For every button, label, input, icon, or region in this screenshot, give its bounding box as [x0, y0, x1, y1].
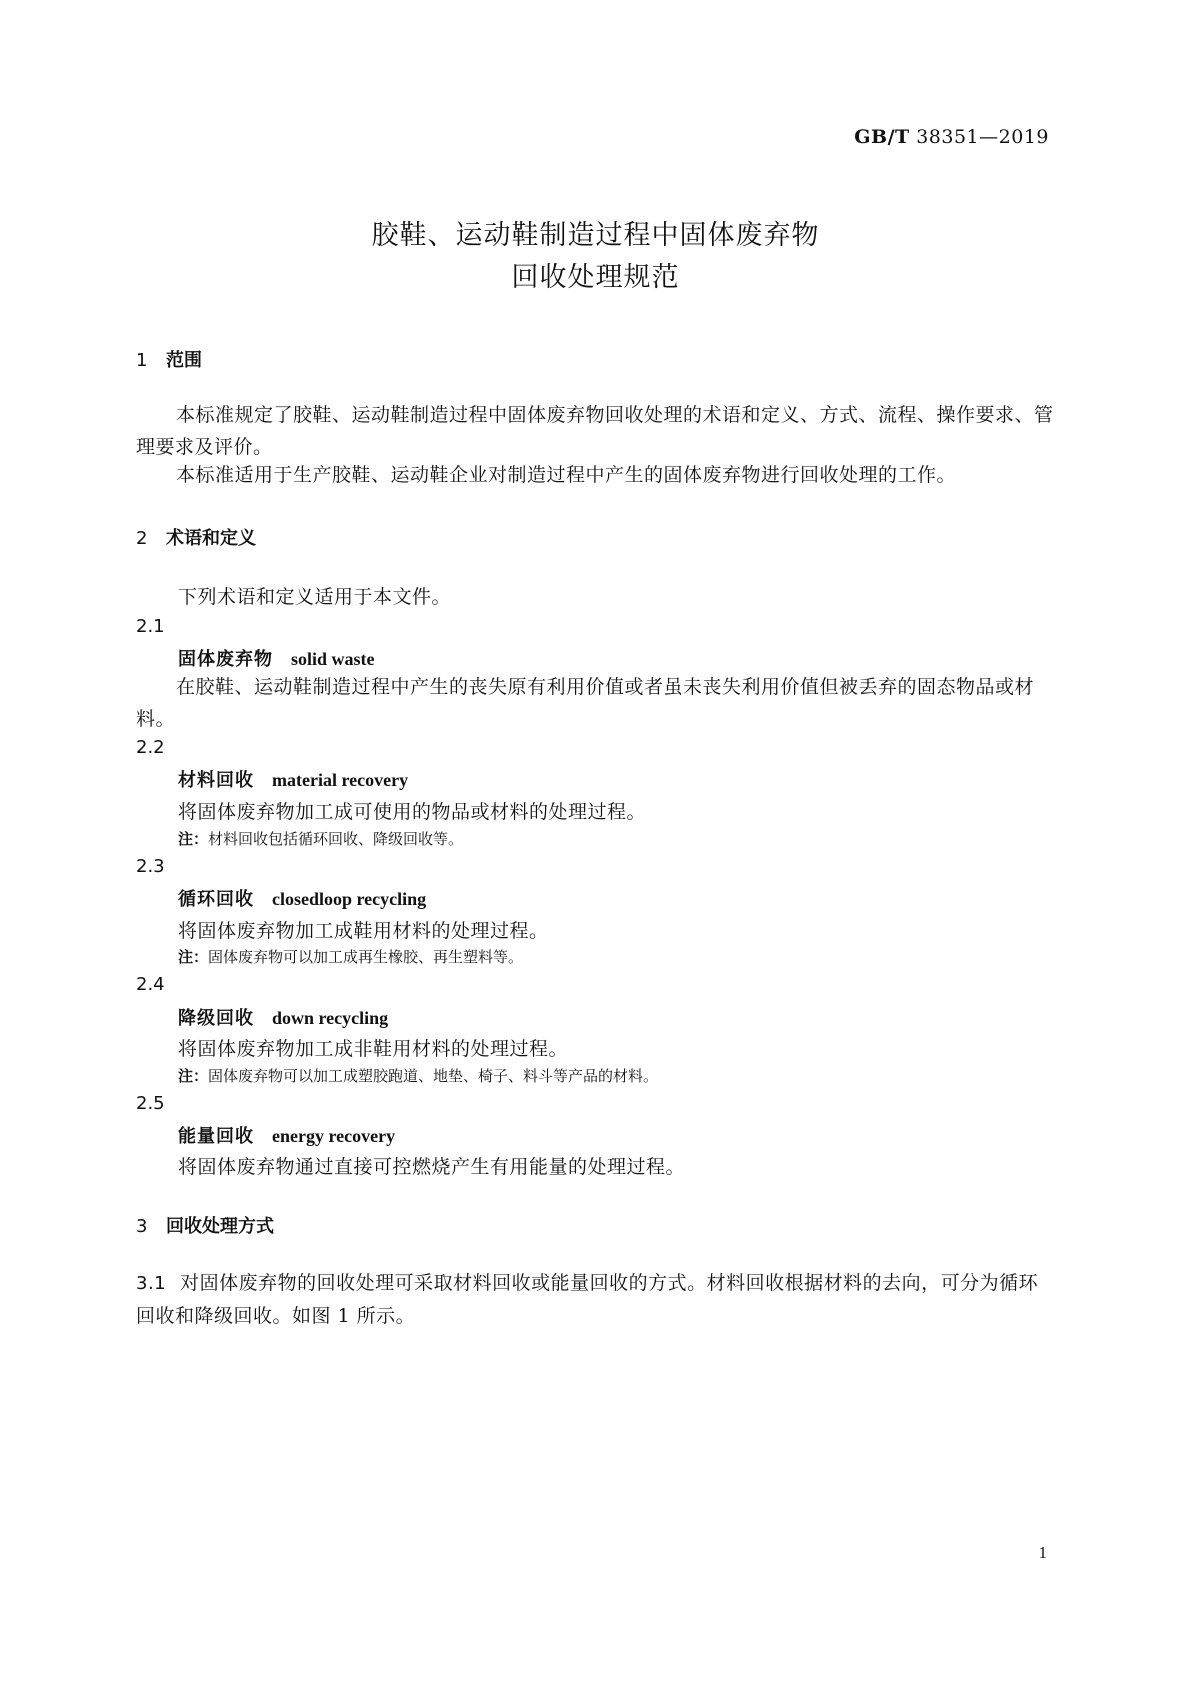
standard-number: 38351—2019 — [916, 126, 1049, 148]
term-heading — [178, 1004, 388, 1030]
document-title-line2: 回收处理规范 — [511, 262, 680, 293]
term-number: 2.4 — [136, 974, 165, 995]
term-zh: 材料回收 — [178, 770, 254, 791]
section-2-intro: 下列术语和定义适用于本文件。 — [178, 586, 452, 608]
term-heading — [178, 766, 408, 792]
term-number: 2.5 — [136, 1093, 165, 1114]
clause-3-1-text: 对固体废弃物的回收处理可采取材料回收或能量回收的方式。材料回收根据材料的去向，可分为循环回收和降级回收。如图 1 所示。 — [136, 1272, 1039, 1327]
section-1-heading — [136, 346, 202, 372]
clause-3-1 — [136, 1267, 1054, 1332]
section-3-title: 回收处理方式 — [166, 1216, 274, 1237]
term-definition: 在胶鞋、运动鞋制造过程中产生的丧失原有利用价值或者虽未丧失利用价值但被丢弃的固态物品或材料。 — [136, 676, 1035, 730]
note-label: 注： — [178, 948, 209, 966]
term-heading — [178, 885, 426, 911]
section-3-number: 3 — [136, 1216, 148, 1237]
term-note — [178, 828, 463, 849]
term-definition: 将固体废弃物加工成可使用的物品或材料的处理过程。 — [178, 801, 647, 823]
term-en: solid waste — [291, 649, 375, 669]
term-zh: 循环回收 — [178, 889, 254, 910]
term-zh: 降级回收 — [178, 1008, 254, 1029]
term-definition: 将固体废弃物通过直接可控燃烧产生有用能量的处理过程。 — [178, 1156, 686, 1178]
document-title-line1: 胶鞋、运动鞋制造过程中固体废弃物 — [371, 220, 820, 251]
section-1-title: 范围 — [166, 350, 202, 371]
clause-3-1-number: 3.1 — [136, 1273, 167, 1294]
term-definition: 将固体废弃物加工成鞋用材料的处理过程。 — [178, 920, 549, 942]
standard-code — [854, 126, 1049, 148]
section-3-heading — [136, 1212, 274, 1238]
standard-prefix: GB/T — [854, 126, 910, 148]
section-2-number: 2 — [136, 528, 148, 549]
section-2-heading — [136, 524, 256, 550]
section-1-paragraph-1: 本标准规定了胶鞋、运动鞋制造过程中固体废弃物回收处理的术语和定义、方式、流程、操作要求、管理要求及评价。 — [136, 404, 1054, 458]
note-label: 注： — [178, 830, 209, 848]
term-definition: 将固体废弃物加工成非鞋用材料的处理过程。 — [178, 1038, 569, 1060]
section-2-title: 术语和定义 — [166, 528, 256, 549]
page-number: 1 — [1038, 1543, 1047, 1562]
note-text: 固体废弃物可以加工成塑胶跑道、地垫、椅子、料斗等产品的材料。 — [208, 1067, 659, 1085]
note-text: 材料回收包括循环回收、降级回收等。 — [208, 830, 464, 848]
term-note — [178, 1065, 658, 1086]
term-zh: 能量回收 — [178, 1126, 254, 1147]
term-note — [178, 946, 523, 967]
term-heading — [178, 1122, 395, 1148]
term-en: closedloop recycling — [272, 889, 427, 909]
term-en: down recycling — [272, 1008, 389, 1028]
term-number: 2.1 — [136, 616, 165, 637]
term-heading — [178, 645, 375, 671]
term-en: material recovery — [272, 770, 409, 790]
term-number: 2.2 — [136, 737, 165, 758]
section-1-number: 1 — [136, 350, 148, 371]
term-en: energy recovery — [272, 1126, 396, 1146]
section-1-paragraph-2: 本标准适用于生产胶鞋、运动鞋企业对制造过程中产生的固体废弃物进行回收处理的工作。 — [176, 464, 957, 486]
note-label: 注： — [178, 1067, 209, 1085]
term-number: 2.3 — [136, 856, 165, 877]
note-text: 固体废弃物可以加工成再生橡胶、再生塑料等。 — [208, 948, 524, 966]
term-zh: 固体废弃物 — [178, 649, 273, 670]
